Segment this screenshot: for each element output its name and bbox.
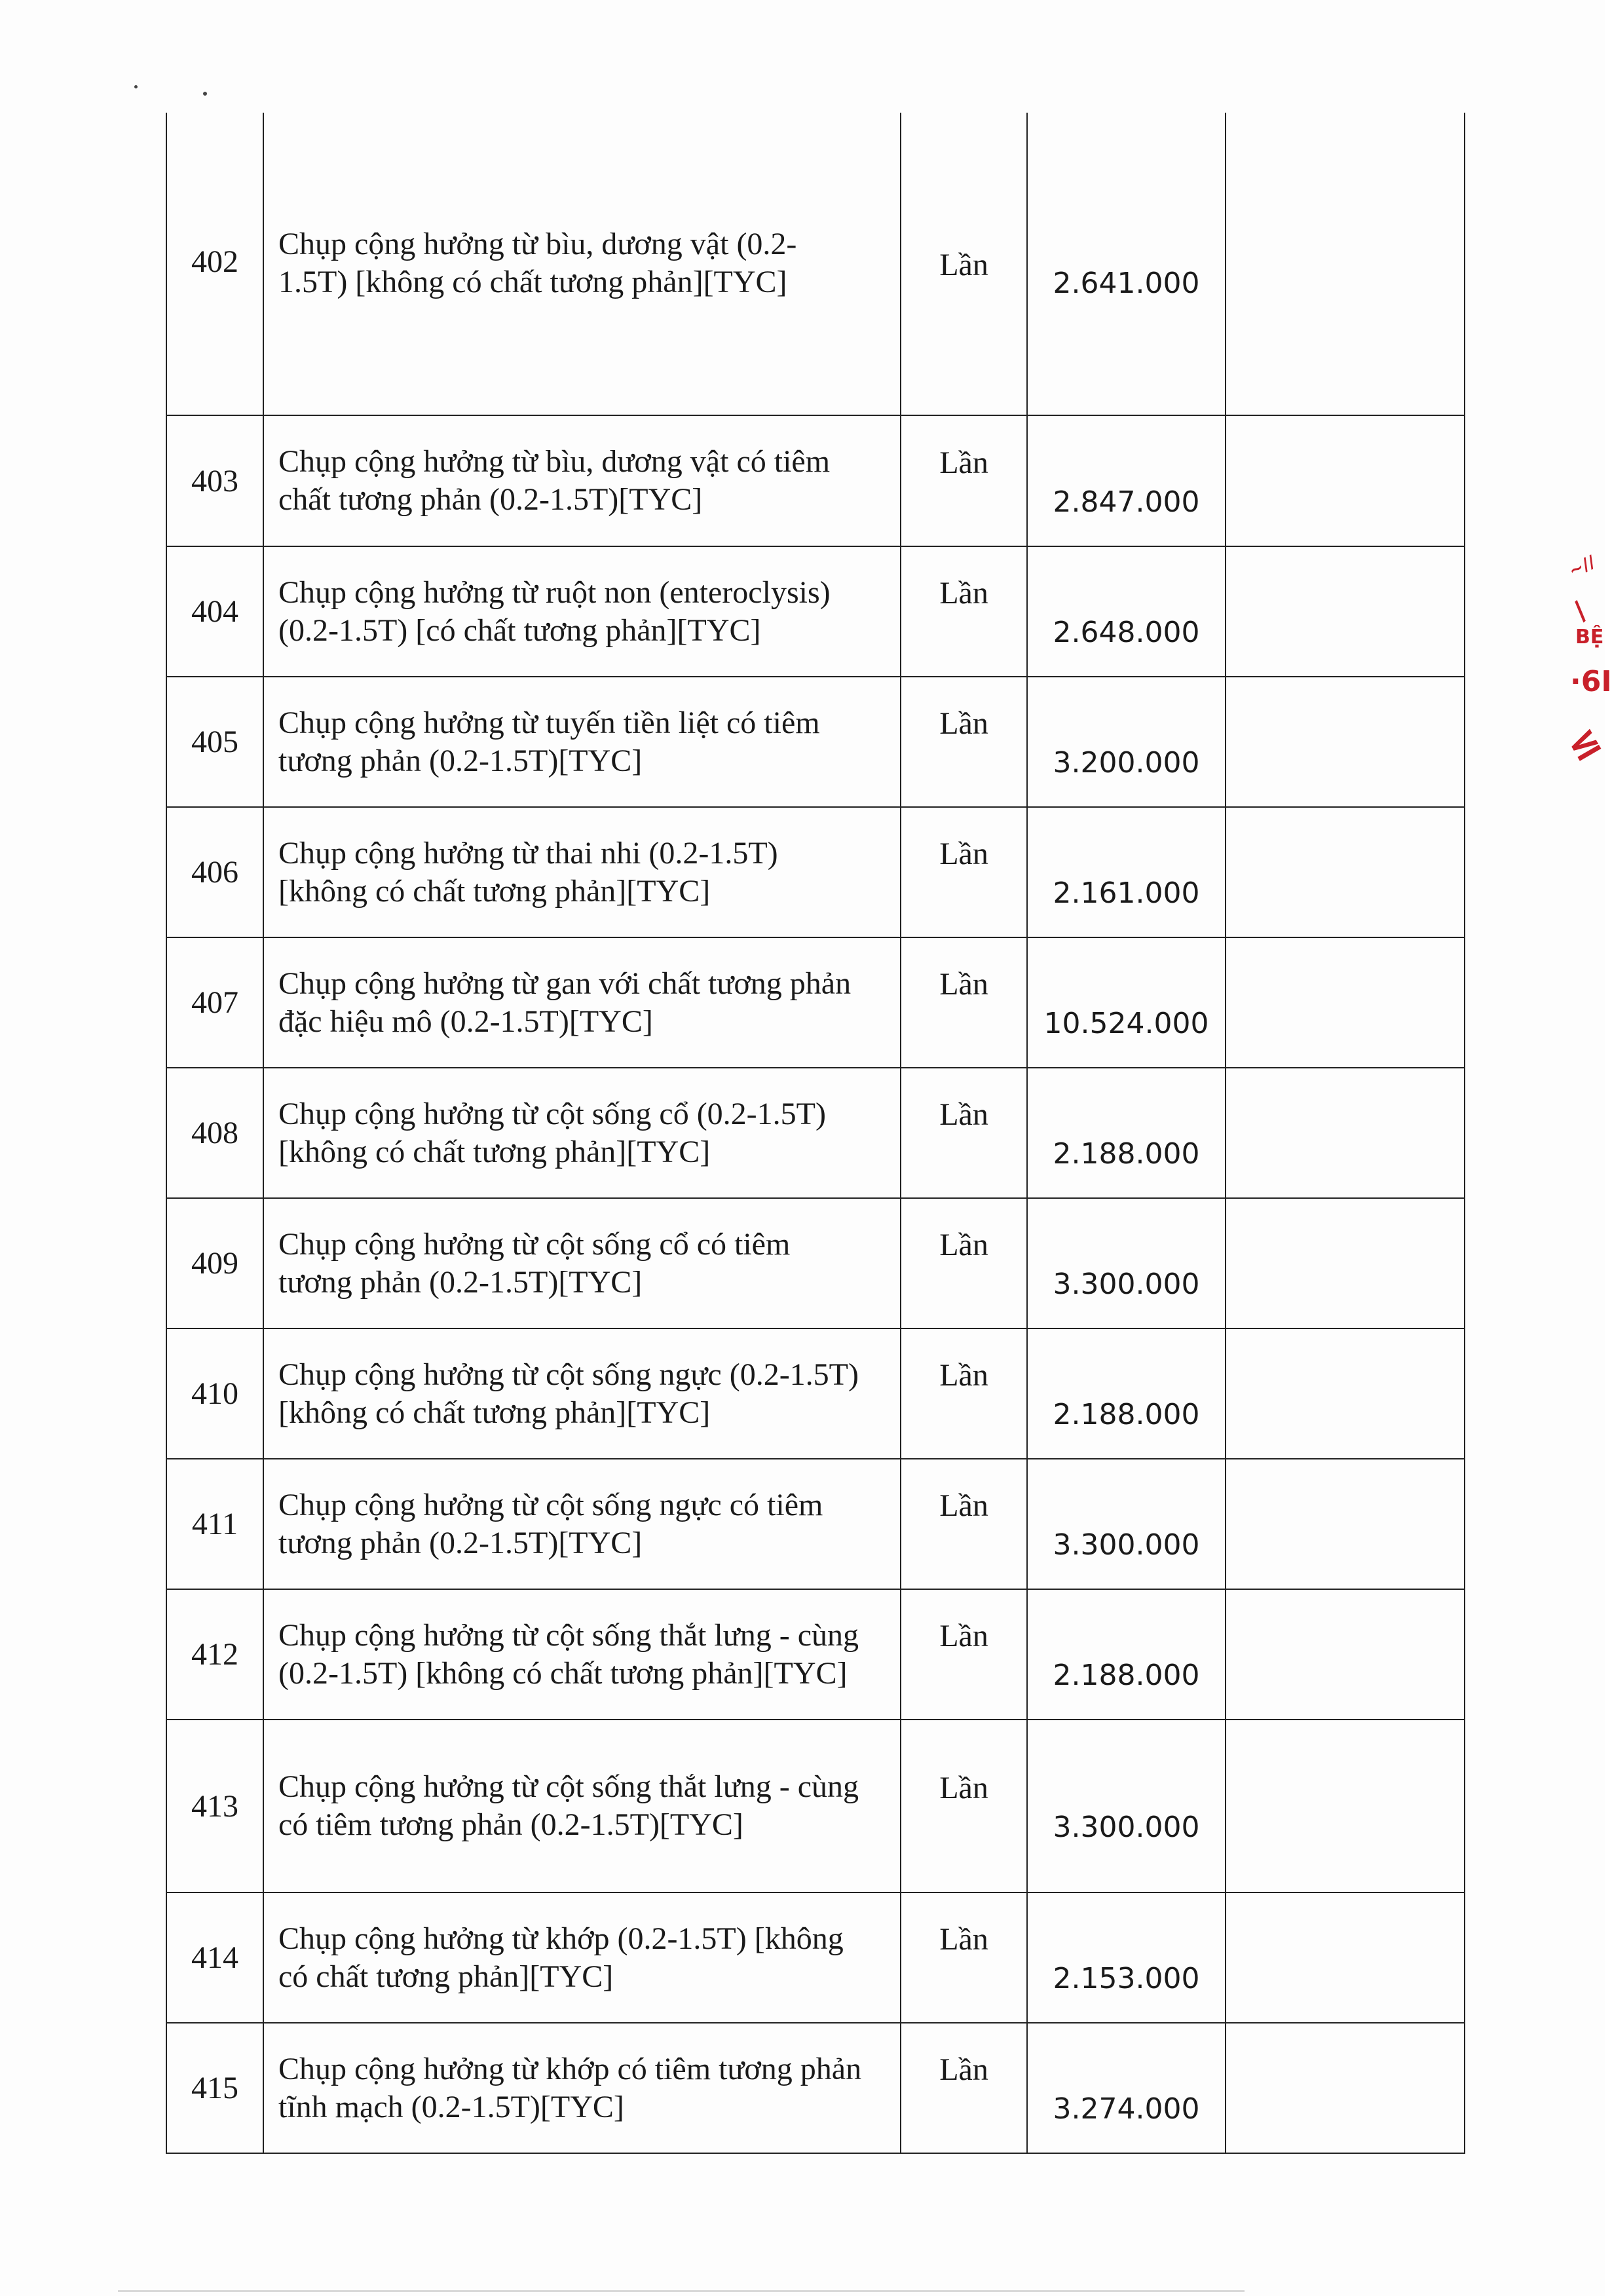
service-name-line: chất tương phản (0.2-1.5T)[TYC] [278, 482, 703, 517]
note-cell [1226, 546, 1465, 677]
service-price-table [166, 113, 1465, 2154]
unit-cell [901, 1198, 1027, 1328]
row-number: 402 [166, 113, 263, 415]
service-name [263, 1198, 901, 1328]
service-name [263, 1892, 901, 2023]
service-name-line: Chụp cộng hưởng từ cột sống thắt lưng - cùng [278, 1617, 859, 1653]
service-name-line: Chụp cộng hưởng từ bìu, dương vật (0.2- [278, 227, 797, 261]
price-cell [1027, 1720, 1226, 1892]
service-name-line: có chất tương phản][TYC] [278, 1959, 614, 1994]
price-value: 2.188.000 [1053, 1137, 1200, 1171]
service-name-line: [không có chất tương phản][TYC] [278, 1395, 711, 1430]
unit-label: Lần [939, 1770, 988, 1805]
service-name-line: Chụp cộng hưởng từ cột sống cổ có tiêm [278, 1226, 791, 1262]
price-value: 2.161.000 [1053, 876, 1200, 910]
table-row [166, 1589, 1465, 1720]
service-name [263, 677, 901, 807]
table-row [166, 415, 1465, 546]
service-name-line: Chụp cộng hưởng từ ruột non (enteroclysis) [278, 574, 831, 610]
row-number: 412 [166, 1589, 263, 1720]
service-name [263, 937, 901, 1068]
row-number: 410 [166, 1328, 263, 1459]
unit-cell [901, 1589, 1027, 1720]
service-name [263, 807, 901, 937]
note-cell [1226, 807, 1465, 937]
price-cell [1027, 546, 1226, 677]
price-value: 2.153.000 [1053, 1962, 1200, 1995]
unit-label: Lần [939, 837, 988, 871]
note-cell [1226, 1459, 1465, 1589]
table-row [166, 1328, 1465, 1459]
service-name-line: tĩnh mạch (0.2-1.5T)[TYC] [278, 2089, 624, 2124]
unit-label: Lần [939, 445, 988, 480]
unit-label: Lần [939, 967, 988, 1002]
price-cell [1027, 1198, 1226, 1328]
service-name-line: Chụp cộng hưởng từ cột sống thắt lưng - cùng [278, 1769, 859, 1804]
service-name-line: tương phản (0.2-1.5T)[TYC] [278, 743, 643, 778]
service-name-line: Chụp cộng hưởng từ thai nhi (0.2-1.5T) [278, 835, 778, 871]
service-name [263, 546, 901, 677]
service-name-line: Chụp cộng hưởng từ cột sống ngực có tiêm [278, 1487, 823, 1522]
table-row [166, 1892, 1465, 2023]
price-cell [1027, 113, 1226, 415]
service-name-line: tương phản (0.2-1.5T)[TYC] [278, 1264, 643, 1300]
note-cell [1226, 1328, 1465, 1459]
table-row [166, 1068, 1465, 1198]
price-value: 2.847.000 [1053, 485, 1200, 519]
price-cell [1027, 1589, 1226, 1720]
price-cell [1027, 1068, 1226, 1198]
table-row [166, 1198, 1465, 1328]
service-name-line: Chụp cộng hưởng từ gan với chất tương phản [278, 966, 852, 1001]
unit-cell [901, 1068, 1027, 1198]
price-value: 10.524.000 [1043, 1007, 1209, 1040]
unit-label: Lần [939, 1097, 988, 1132]
service-name-line: đặc hiệu mô (0.2-1.5T)[TYC] [278, 1004, 653, 1039]
scan-edge-line [118, 2290, 1245, 2292]
unit-cell [901, 113, 1027, 415]
service-name [263, 1720, 901, 1892]
unit-label: Lần [939, 1358, 988, 1393]
table-row [166, 677, 1465, 807]
row-number: 413 [166, 1720, 263, 1892]
price-value: 3.300.000 [1053, 1528, 1200, 1562]
price-cell [1027, 1328, 1226, 1459]
service-name-line: [không có chất tương phản][TYC] [278, 1134, 711, 1169]
service-name [263, 1068, 901, 1198]
row-number: 409 [166, 1198, 263, 1328]
service-name-line: Chụp cộng hưởng từ bìu, dương vật có tiêm [278, 444, 831, 479]
table-row [166, 2023, 1465, 2153]
unit-label: Lần [939, 1619, 988, 1653]
note-cell [1226, 1892, 1465, 2023]
unit-cell [901, 937, 1027, 1068]
unit-cell [901, 1328, 1027, 1459]
row-number: 411 [166, 1459, 263, 1589]
service-name [263, 1328, 901, 1459]
note-cell [1226, 1198, 1465, 1328]
service-name [263, 1589, 901, 1720]
price-cell [1027, 1892, 1226, 2023]
service-name-line: có tiêm tương phản (0.2-1.5T)[TYC] [278, 1807, 743, 1842]
service-name-line: Chụp cộng hưởng từ cột sống ngực (0.2-1.5T) [278, 1357, 859, 1392]
note-cell [1226, 2023, 1465, 2153]
note-cell [1226, 1589, 1465, 1720]
price-value: 3.300.000 [1053, 1810, 1200, 1844]
row-number: 405 [166, 677, 263, 807]
row-number: 408 [166, 1068, 263, 1198]
row-number: 415 [166, 2023, 263, 2153]
service-name [263, 1459, 901, 1589]
scan-dot [203, 92, 207, 96]
service-name-line: Chụp cộng hưởng từ khớp (0.2-1.5T) [không [278, 1921, 844, 1956]
service-name-line: tương phản (0.2-1.5T)[TYC] [278, 1525, 643, 1560]
service-name-line: Chụp cộng hưởng từ cột sống cổ (0.2-1.5T) [278, 1096, 826, 1131]
price-value: 2.188.000 [1053, 1398, 1200, 1431]
note-cell [1226, 937, 1465, 1068]
price-value: 2.648.000 [1053, 616, 1200, 649]
unit-label: Lần [939, 576, 988, 611]
unit-label: Lần [939, 706, 988, 741]
table-row [166, 1720, 1465, 1892]
table-body [166, 113, 1465, 2153]
table-row [166, 1459, 1465, 1589]
price-cell [1027, 807, 1226, 937]
service-name-line: Chụp cộng hưởng từ khớp có tiêm tương phản [278, 2051, 862, 2086]
service-name-line: [không có chất tương phản][TYC] [278, 873, 711, 909]
service-name-line: (0.2-1.5T) [không có chất tương phản][TYC] [278, 1655, 848, 1691]
price-cell [1027, 2023, 1226, 2153]
service-name-line: 1.5T) [không có chất tương phản][TYC] [278, 265, 787, 299]
unit-label: Lần [939, 1228, 988, 1262]
price-cell [1027, 1459, 1226, 1589]
row-number: 404 [166, 546, 263, 677]
service-name [263, 415, 901, 546]
unit-cell [901, 1720, 1027, 1892]
unit-cell [901, 546, 1027, 677]
unit-cell [901, 2023, 1027, 2153]
service-name [263, 113, 901, 415]
service-name-line: (0.2-1.5T) [có chất tương phản][TYC] [278, 612, 761, 648]
service-name [263, 2023, 901, 2153]
unit-cell [901, 807, 1027, 937]
price-value: 2.641.000 [1053, 267, 1200, 300]
price-value: 3.274.000 [1053, 2092, 1200, 2126]
note-cell [1226, 677, 1465, 807]
note-cell [1226, 113, 1465, 415]
price-cell [1027, 677, 1226, 807]
unit-cell [901, 415, 1027, 546]
price-value: 3.300.000 [1053, 1268, 1200, 1301]
note-cell [1226, 1068, 1465, 1198]
table-row [166, 937, 1465, 1068]
row-number: 414 [166, 1892, 263, 2023]
table-row [166, 807, 1465, 937]
price-cell [1027, 415, 1226, 546]
note-cell [1226, 415, 1465, 546]
unit-cell [901, 1892, 1027, 2023]
service-name-line: Chụp cộng hưởng từ tuyến tiền liệt có tiêm [278, 705, 820, 740]
note-cell [1226, 1720, 1465, 1892]
row-number: 407 [166, 937, 263, 1068]
unit-label: Lần [939, 1922, 988, 1957]
unit-label: Lần [939, 1488, 988, 1523]
scan-dot [134, 85, 138, 88]
price-value: 2.188.000 [1053, 1659, 1200, 1692]
red-stamp-fragment: ~// / ВỆ ·6I ≤ [1558, 552, 1612, 772]
row-number: 403 [166, 415, 263, 546]
table-row [166, 546, 1465, 677]
unit-label: Lần [939, 248, 988, 282]
table-row [166, 113, 1465, 415]
unit-cell [901, 677, 1027, 807]
unit-cell [901, 1459, 1027, 1589]
row-number: 406 [166, 807, 263, 937]
price-cell [1027, 937, 1226, 1068]
unit-label: Lần [939, 2052, 988, 2087]
price-value: 3.200.000 [1053, 746, 1200, 780]
